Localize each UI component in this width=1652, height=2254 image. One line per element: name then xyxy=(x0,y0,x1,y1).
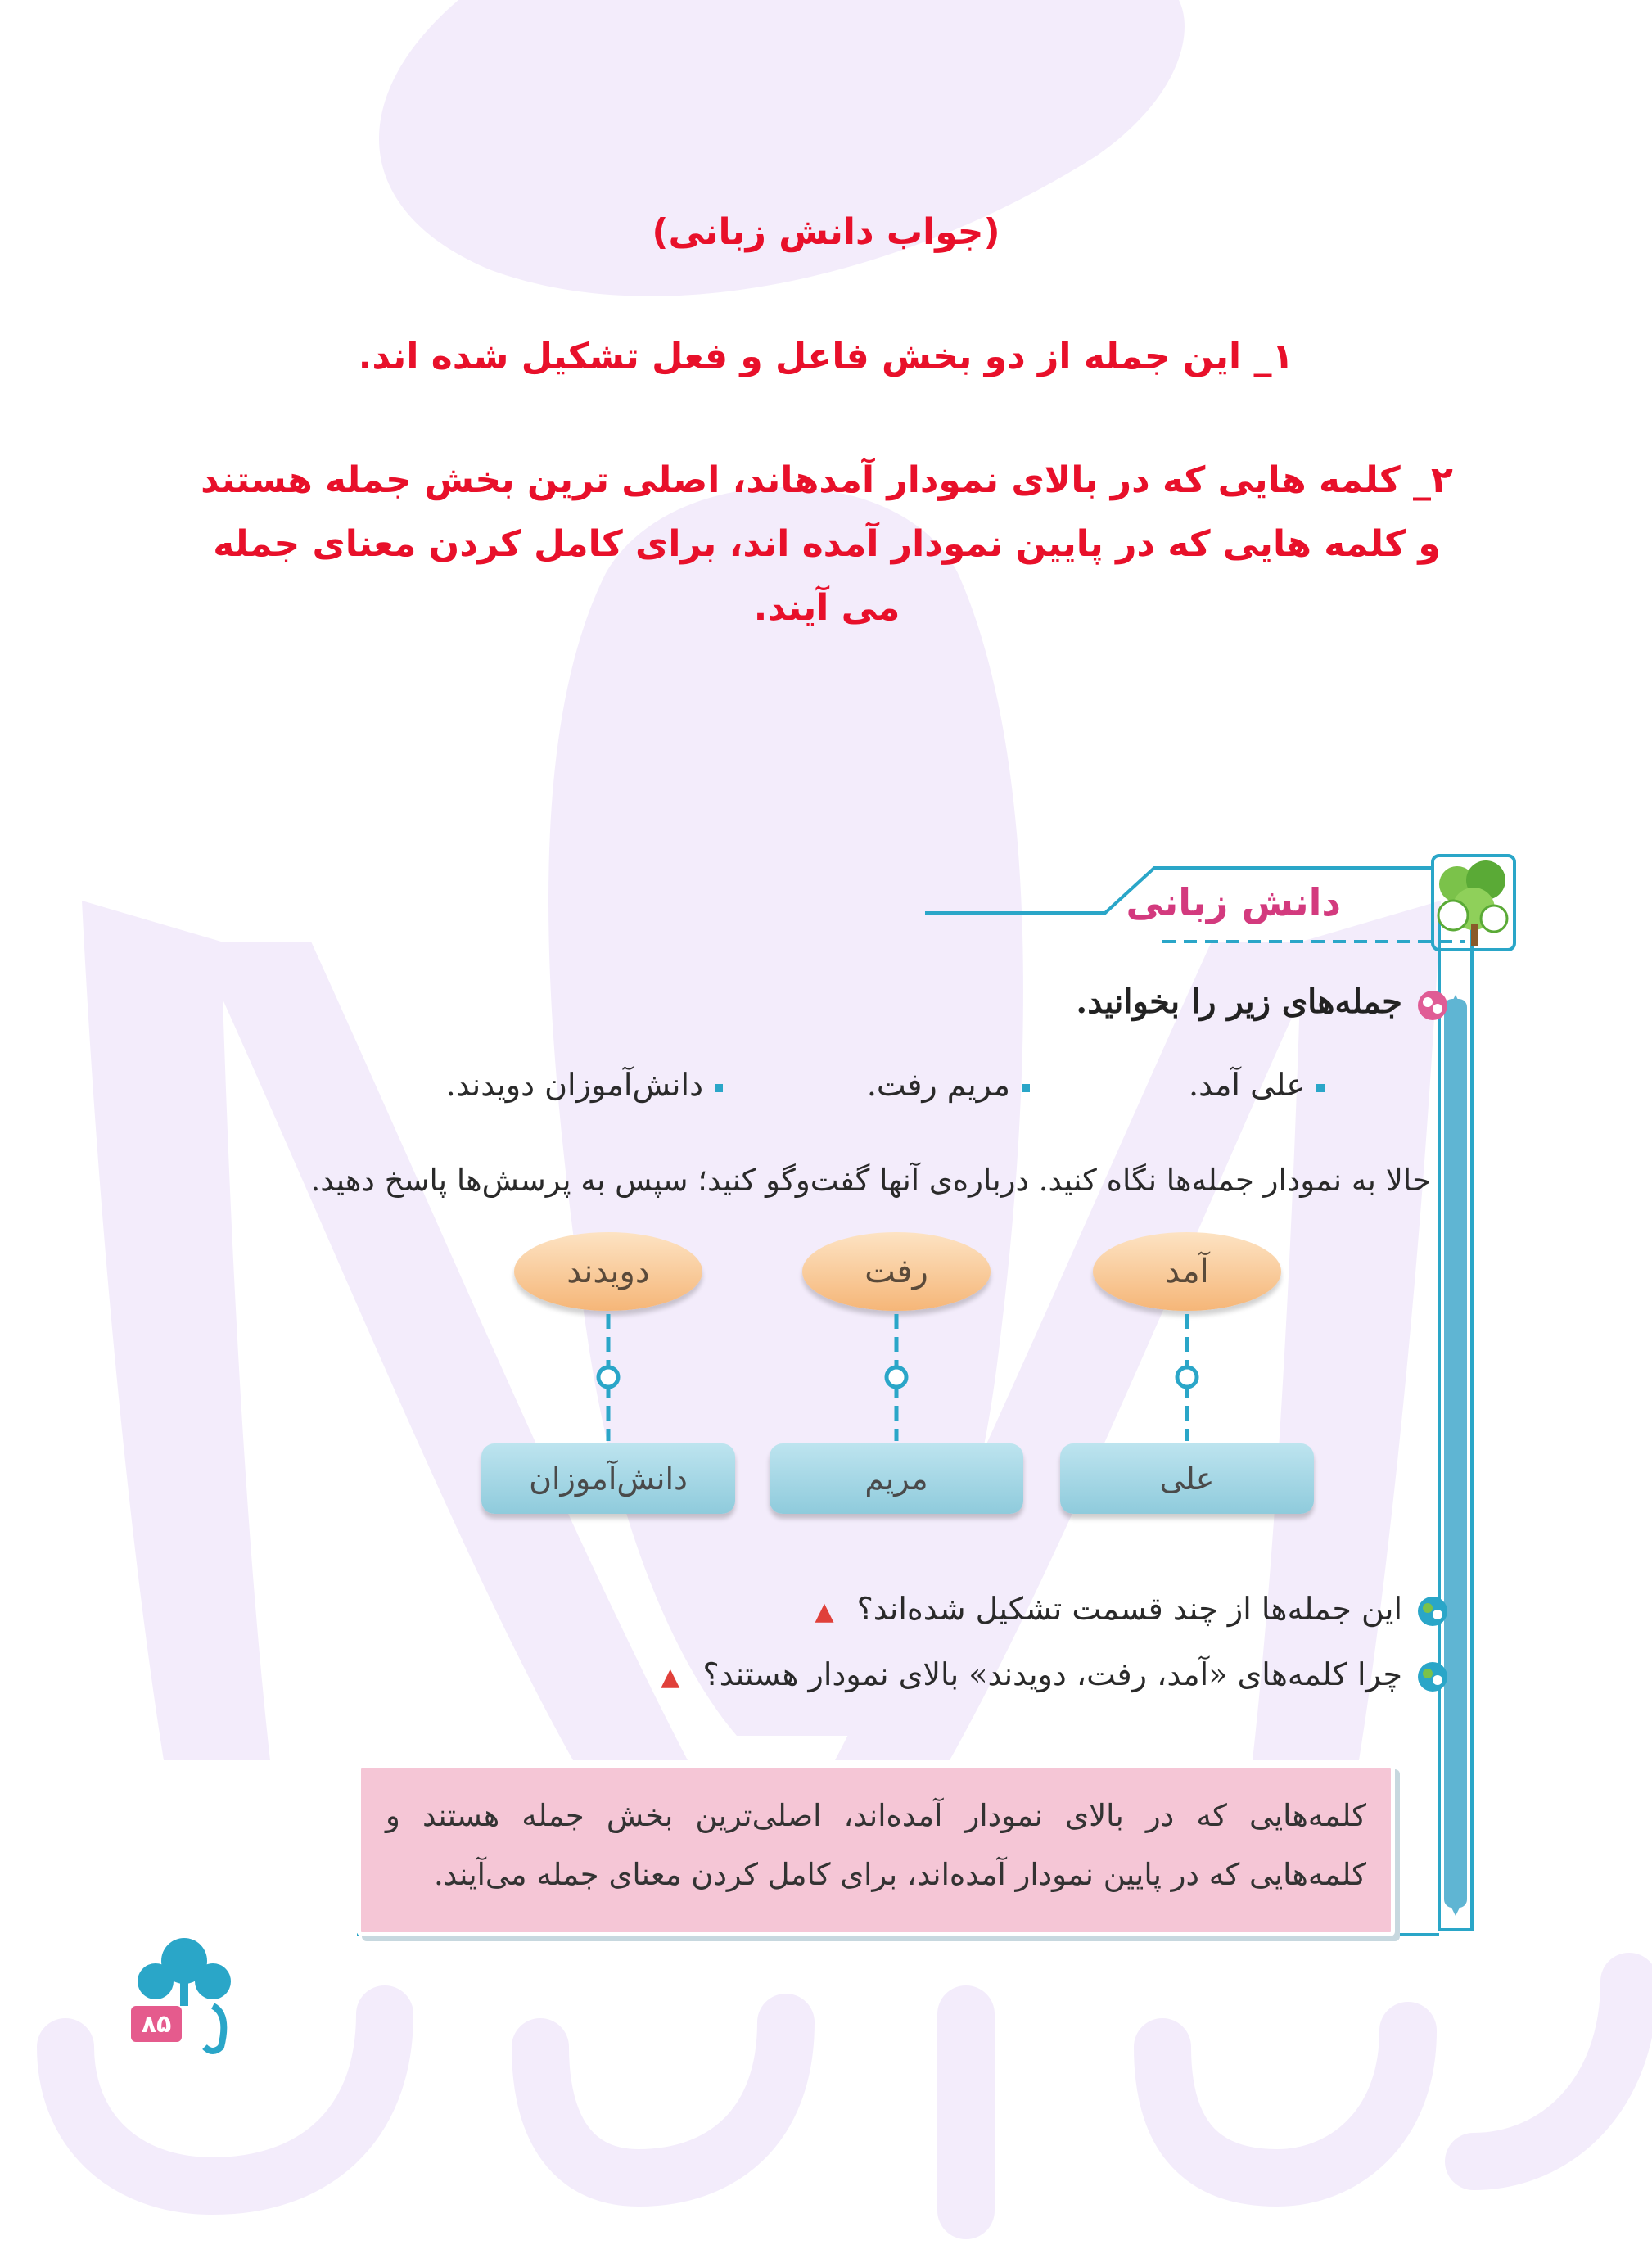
section-title: دانش زبانی xyxy=(1126,880,1341,924)
question-icon xyxy=(1416,1595,1449,1631)
question-1: این جمله‌ها از چند قسمت تشکیل شده‌اند؟ ▲ xyxy=(815,1591,1402,1627)
leaf-logo-icon xyxy=(115,1924,254,2063)
triangle-icon: ▲ xyxy=(815,1597,834,1626)
page-number: ۸۵ xyxy=(131,2006,182,2042)
discussion-prompt: حالا به نمودار جمله‌ها نگاه کنید. درباره‌ی آنها گفت‌وگو کنید؛ سپس به پرسش‌ها پاسخ دهید. xyxy=(310,1163,1431,1198)
subject-box-3: دانش‌آموزان xyxy=(481,1443,735,1514)
instruction-text: جمله‌های زیر را بخوانید. xyxy=(1076,982,1402,1021)
answer-item-1: ۱_ این جمله از دو بخش فاعل و فعل تشکیل شده اند. xyxy=(358,336,1294,377)
sentence-2: مریم رفت. xyxy=(867,1067,1030,1103)
triangle-icon: ▲ xyxy=(661,1663,680,1692)
subject-box-1: علی xyxy=(1060,1443,1314,1514)
question-2: چرا کلمه‌های «آمد، رفت، دویدند» بالای نمودار هستند؟ ▲ xyxy=(661,1656,1402,1692)
sentence-3: دانش‌آموزان دویدند. xyxy=(446,1067,723,1103)
verb-oval-2: رفت xyxy=(802,1232,991,1311)
verb-oval-1: آمد xyxy=(1093,1232,1281,1311)
answer-box xyxy=(357,1764,1395,1936)
sentence-1: علی آمد. xyxy=(1189,1067,1325,1103)
verb-oval-3: دویدند xyxy=(514,1232,702,1311)
subject-box-2: مریم xyxy=(770,1443,1023,1514)
answer-item-2: ۲_ کلمه هایی که در بالای نمودار آمدهاند، اصلی ترین بخش جمله هستند و کلمه هایی که در پایین نمودار آمده اند، برای کامل کردن معنای جمله می آیند. xyxy=(201,459,1453,629)
question-icon xyxy=(1416,1660,1449,1696)
answer-box-text: کلمه‌هایی که در بالای نمودار آمده‌اند، اصلی‌ترین بخش جمله هستند و کلمه‌هایی که در پایین نمودار آمده‌اند، برای کامل کردن معنای جمله می‌آیند. xyxy=(386,1798,1366,1892)
answer-heading: (جواب دانش زبانی) xyxy=(652,211,1000,253)
